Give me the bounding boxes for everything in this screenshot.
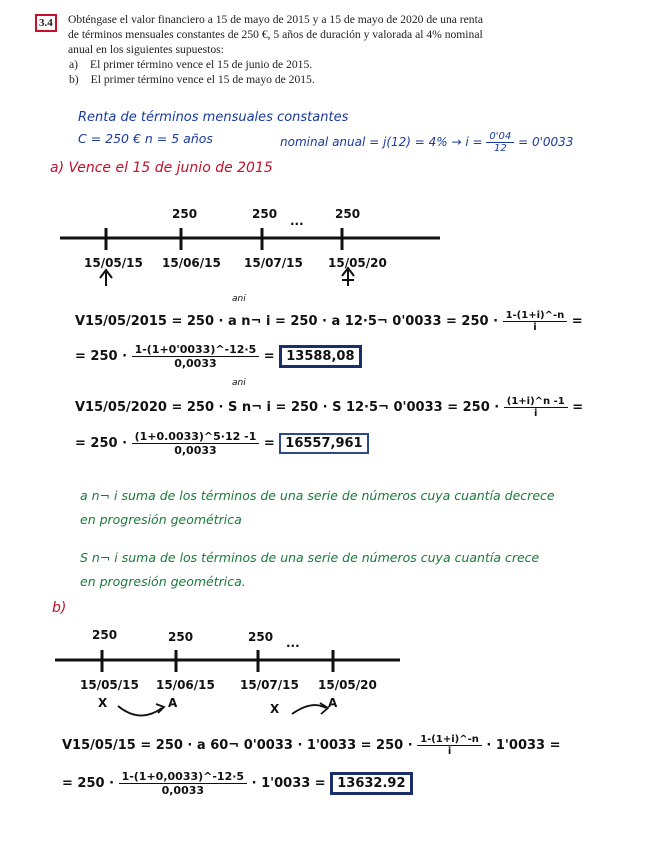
amount-label: 250 xyxy=(252,207,278,221)
mark-label: A xyxy=(168,696,178,710)
date-label: 15/05/15 xyxy=(80,678,139,692)
date-label: 15/06/15 xyxy=(156,678,215,692)
statement-line: Obténgase el valor financiero a 15 de mayo de 2015 y a 15 de mayo de 2020 de una renta xyxy=(68,13,483,26)
amount-label: 250 xyxy=(335,207,361,221)
annotation: ani xyxy=(232,378,246,388)
curve-arrow-icon xyxy=(118,706,162,716)
arrow-up-icon xyxy=(342,268,354,286)
arrow-up-icon xyxy=(100,270,112,286)
result-box: 13632.92 xyxy=(330,772,412,795)
date-label: 15/07/15 xyxy=(244,256,303,270)
statement-line: anual en los siguientes supuestos: xyxy=(68,43,224,56)
date-label: 15/07/15 xyxy=(240,678,299,692)
amount-label: 250 xyxy=(172,207,198,221)
amount-label: 250 xyxy=(168,630,194,644)
part-a-title: a) Vence el 15 de junio de 2015 xyxy=(50,160,273,176)
annotation: ani xyxy=(232,294,246,304)
mark-label: A xyxy=(328,696,338,710)
ellipsis: ... xyxy=(286,636,300,650)
date-label: 15/05/20 xyxy=(318,678,377,692)
note-s-line2: en progresión geométrica. xyxy=(80,574,246,589)
formula-v2015-line2: = 250 · $\frac{1-(1+0'0033)\^{}-12\cdot 5}{0,0033}$ = 13588,08 xyxy=(75,343,362,370)
amount-label: 250 xyxy=(92,628,118,642)
note-a-line2: en progresión geométrica xyxy=(80,512,242,527)
formula-v2020-line2: = 250 · $\frac{(1+0.0033)\^{}5\cdot 12 -1}{0,0033}$ = 16557,961 xyxy=(75,430,369,457)
date-label: 15/06/15 xyxy=(162,256,221,270)
notes-heading: Renta de términos mensuales constantes xyxy=(78,110,349,125)
formula-b-line2: = 250 · $\frac{1-(1+0,0033)\^{}-12\cdot 5}{0,0033}$ · 1'0033 = 13632.92 xyxy=(62,770,413,797)
notes-params-right: nominal anual = j(12) = 4% → i = $\frac{0'04}{12}$ = 0'0033 xyxy=(280,131,574,154)
formula-v2015-line1: V15/05/2015 = 250 · a n¬ i = 250 · a 12·5¬ 0'0033 = 250 · $\frac{1-(1+i)\^{}-n}{i}$ = xyxy=(75,310,583,333)
mark-label: X xyxy=(270,702,280,716)
curve-arrow-icon xyxy=(292,705,326,714)
result-box: 16557,961 xyxy=(279,433,368,454)
option-a: a) El primer término vence el 15 de junio de 2015. xyxy=(69,58,313,71)
date-label: 15/05/15 xyxy=(84,256,143,270)
ellipsis: ... xyxy=(290,214,304,228)
note-s-line1: S n¬ i suma de los términos de una serie de números cuya cuantía crece xyxy=(80,550,540,565)
mark-label: X xyxy=(98,696,108,710)
part-b-title: b) xyxy=(52,600,67,616)
formula-v2020-line1: V15/05/2020 = 250 · S n¬ i = 250 · S 12·5¬ 0'0033 = 250 · $\frac{(1+i)\^{}n -1}{i}$ = xyxy=(75,396,584,419)
result-box: 13588,08 xyxy=(279,345,361,368)
date-label: 15/05/20 xyxy=(328,256,387,270)
amount-label: 250 xyxy=(248,630,274,644)
formula-b-line1: V15/05/15 = 250 · a 60¬ 0'0033 · 1'0033 = 250 · $\frac{1-(1+i)\^{}-n}{i}$ · 1'0033 = xyxy=(62,734,561,757)
notes-params-left: C = 250 € n = 5 años xyxy=(78,131,213,146)
statement-line: de términos mensuales constantes de 250 €, 5 años de duración y valorada al 4% nominal xyxy=(68,28,483,41)
problem-number: 3.4 xyxy=(35,14,57,32)
note-a-line1: a n¬ i suma de los términos de una serie de números cuya cuantía decrece xyxy=(80,488,555,503)
option-b: b) El primer término vence el 15 de mayo de 2015. xyxy=(69,73,315,86)
